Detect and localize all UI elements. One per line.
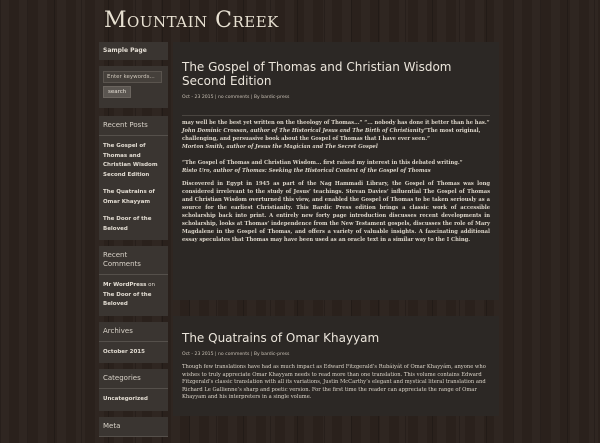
- comments-link[interactable]: no comments: [218, 95, 250, 100]
- recent-post-link[interactable]: The Gospel of Thomas and Christian Wisdom Second Edition: [103, 143, 158, 178]
- pages-widget: [99, 42, 168, 60]
- quote-citation: John Dominic Crossan, author of The Historical Jesus and The Birth of Christianity: [182, 128, 424, 134]
- post-content: [182, 119, 490, 244]
- post: [173, 316, 499, 416]
- comment-on-text: on: [146, 282, 156, 288]
- post-date: Oct - 23 2015: [182, 95, 214, 100]
- post-title[interactable]: The Quatrains of Omar Khayyam: [182, 331, 380, 345]
- post-title[interactable]: The Gospel of Thomas and Christian Wisdom Second Edition: [182, 60, 452, 88]
- main-content: [173, 42, 499, 416]
- archives-widget: [99, 322, 168, 364]
- recent-comments-title: Recent Comments: [99, 246, 168, 275]
- search-button[interactable]: search: [103, 86, 131, 98]
- recent-comments-widget: [99, 246, 168, 316]
- comments-link[interactable]: no comments: [218, 352, 250, 357]
- categories-title: Categories: [99, 369, 168, 389]
- quote-text: “The Gospel of Thomas and Christian Wisdom... first raised my interest in this debated writing.”: [182, 160, 463, 166]
- post: [173, 42, 499, 300]
- sidebar-item-sample-page[interactable]: Sample Page: [103, 47, 147, 54]
- post-date: Oct - 23 2015: [182, 352, 214, 357]
- recent-posts-widget: [99, 116, 168, 240]
- recent-posts-title: Recent Posts: [99, 116, 168, 136]
- archive-link[interactable]: October 2015: [103, 348, 145, 355]
- search-input[interactable]: [103, 71, 162, 83]
- category-link[interactable]: Uncategorized: [103, 396, 148, 402]
- sidebar: [99, 42, 168, 443]
- archives-title: Archives: [99, 322, 168, 342]
- quote-text: “The most original, challenging, and persuasive book about the Gospel of Thomas that I have ever seen.”: [182, 128, 481, 142]
- divider: [182, 115, 490, 116]
- author-link[interactable]: By bardic-press: [253, 352, 290, 357]
- comment-author-link[interactable]: Mr WordPress: [103, 282, 147, 288]
- meta-title: Meta: [99, 417, 168, 437]
- categories-widget: [99, 369, 168, 411]
- post-meta: Oct - 23 2015 | no comments | By bardic-press: [182, 95, 290, 100]
- site-title[interactable]: Mountain Creek: [104, 8, 279, 33]
- quote-text: may well be the best yet written on the theology of Thomas...” “... nobody has done it better than he has.”: [182, 120, 490, 126]
- meta-widget: [99, 417, 168, 437]
- recent-post-link[interactable]: The Quatrains of Omar Khayyam: [103, 189, 155, 205]
- post-content: Though few translations have had as much impact as Edward Fitzgerald’s Rubáiyát of Omar Khayyám, anyone who wishes to truly appreciate Omar Khayyam needs to read more than one translation. This volume contains Edward Fitzgerald’s classic translation with all its variations, Justin McCarthy’s elegant and mystical literal translation and Richard Le Gallienne’s sharp and poetic version. For the first time the reader can appreciate the range of Omar Khayyam and his interpreters in a single volume.: [182, 364, 486, 400]
- post-meta: Oct - 23 2015 | no comments | By bardic-press: [182, 352, 290, 357]
- search-widget: [99, 66, 168, 108]
- post-description: Discovered in Egypt in 1945 as part of the Nag Hammadi Library, the Gospel of Thomas was long considered irrelevant to the study of Jesus’ teachings. Stevan Davies’ influential The Gospel of Thomas and Christian Wisdom overturned this view, and enabled the Gospel of Thomas to be taken seriously as a source for the earliest Christianity. This Bardic Press edition brings a classic work of accessible scholarship back into print. A entirely new forty page introduction discusses recent developments in scholarship, looks at Thomas’ independence from the New Testament gospels, discusses the role of Mary Magdalene in the Gospel of Thomas, and offers a variety of valuable insights. A fascinating additional essay speculates that Thomas may have been used as an oracle text in a similar way to the I Ching.: [182, 181, 490, 243]
- quote-citation: Risto Uro, author of Thomas: Seeking the Historical Context of the Gospel of Thomas: [182, 168, 431, 174]
- comment-post-link[interactable]: The Door of the Beloved: [103, 291, 152, 307]
- recent-post-link[interactable]: The Door of the Beloved: [103, 216, 152, 232]
- author-link[interactable]: By bardic-press: [253, 95, 290, 100]
- quote-citation: Morton Smith, author of Jesus the Magician and The Secret Gospel: [182, 144, 378, 150]
